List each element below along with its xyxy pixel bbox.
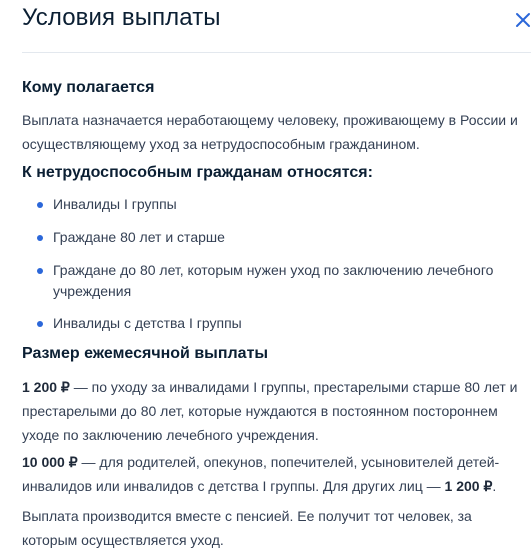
payment-other-amount: 1 200 ₽ [444,478,493,494]
amount-heading: Размер ежемесячной выплаты [22,345,269,362]
header-divider [22,52,531,53]
list-item-label: Граждане до 80 лет, которым нужен уход по заключению лечебного учреждения [53,262,494,299]
payment-description: — для родителей, опекунов, попечителей, усыновителей детей-инвалидов или инвалидов с детства I группы. Для других лиц — [22,454,500,494]
disabled-heading: К нетрудоспособным гражданам относятся: [22,164,373,181]
list-item-label: Инвалиды с детства I группы [53,315,242,331]
bullet-dot [37,268,43,274]
payment-note: Выплата производится вместе с пенсией. Ее получит тот человек, за которым осуществляется уход. [22,508,472,548]
bullet-dot [37,202,43,208]
dialog-title: Условия выплаты [22,4,221,31]
list-item-label: Граждане 80 лет и старше [53,229,225,245]
payment-description: — по уходу за инвалидами I группы, престарелыми старше 80 лет и престарелыми до 80 лет, которые нуждаются в постоянном постороннем уходе по заключению лечебного учреждения. [22,379,518,443]
list-item [22,313,502,334]
eligibility-text: Выплата назначается неработающему человеку, проживающему в России и осуществляющему уход за нетрудоспособным гражданином. [22,112,518,152]
payment-amount: 10 000 ₽ [22,454,78,470]
payment-1200-text [22,375,531,447]
payment-amount: 1 200 ₽ [22,379,70,395]
bullet-dot [37,235,43,241]
list-item [22,227,502,248]
list-item [22,194,502,215]
close-icon[interactable] [513,10,531,30]
payment-10000-text [22,450,531,498]
bullet-dot [37,321,43,327]
list-item-label: Инвалиды I группы [53,196,177,212]
eligibility-heading: Кому полагается [22,79,155,96]
list-item [22,260,502,302]
payment-end: . [492,478,497,494]
